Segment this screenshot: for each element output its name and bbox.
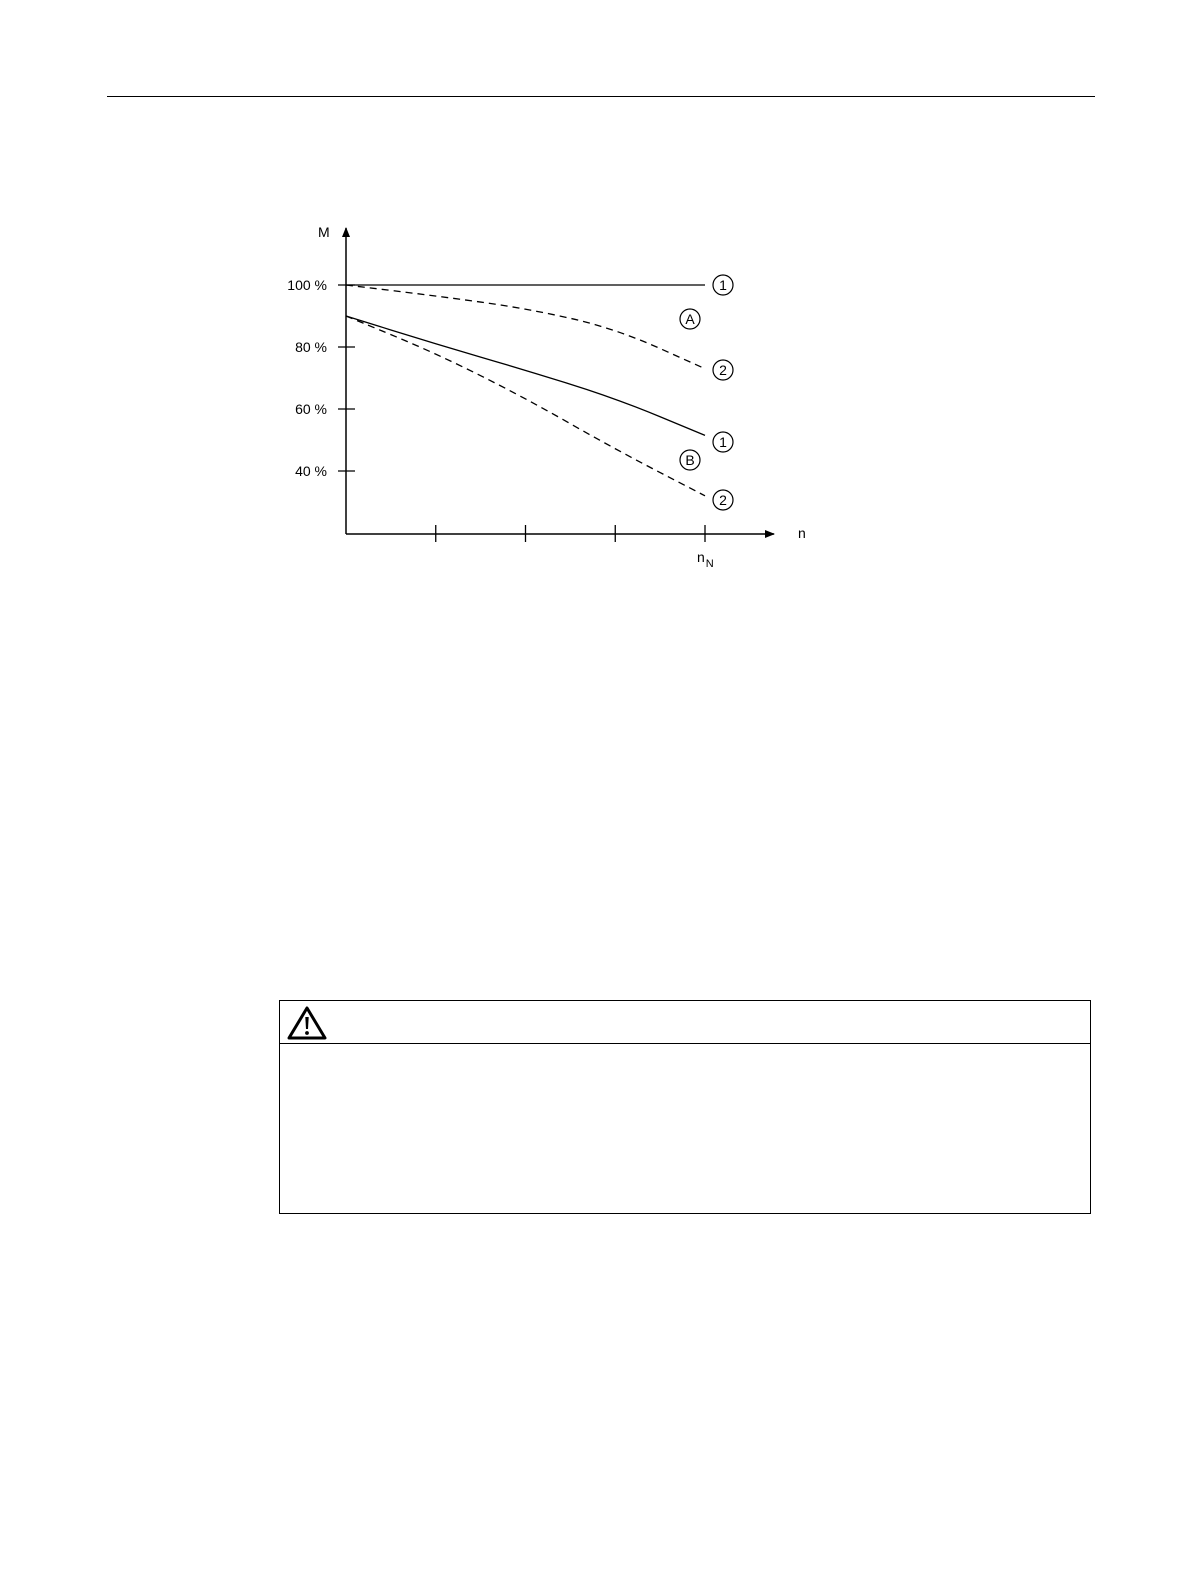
torque-speed-figure [0,0,1191,620]
series-marker-b-1 [713,432,733,452]
series-lines [346,285,705,496]
y-tick-label: 100 % [287,277,327,293]
series-line-a-2 [346,285,705,369]
x-tick-label-nN: $n_N$ [697,549,714,570]
y-ticks [287,277,355,479]
svg-text:1: 1 [719,434,727,450]
series-line-b-1 [346,316,705,435]
warning-triangle-icon [287,1006,327,1040]
warning-notice [279,1000,1091,1214]
warning-body [280,1044,1090,1214]
svg-text:1: 1 [719,277,727,293]
svg-text:2: 2 [719,492,727,508]
series-marker-a-1 [713,275,733,295]
series-line-b-2 [346,316,705,496]
svg-text:2: 2 [719,362,727,378]
series-markers [680,275,733,510]
warning-header [280,1001,1090,1044]
y-tick-label: 80 % [295,339,327,355]
group-marker-b [680,450,700,470]
svg-text:B: B [685,452,695,468]
svg-text:A: A [685,311,695,327]
y-tick-label: 60 % [295,401,327,417]
y-axis-label: M [318,224,330,240]
torque-speed-chart [0,0,1191,620]
series-marker-b-2 [713,490,733,510]
group-marker-a [680,309,700,329]
y-tick-label: 40 % [295,463,327,479]
series-marker-a-2 [713,360,733,380]
x-axis-label: n [798,525,806,541]
